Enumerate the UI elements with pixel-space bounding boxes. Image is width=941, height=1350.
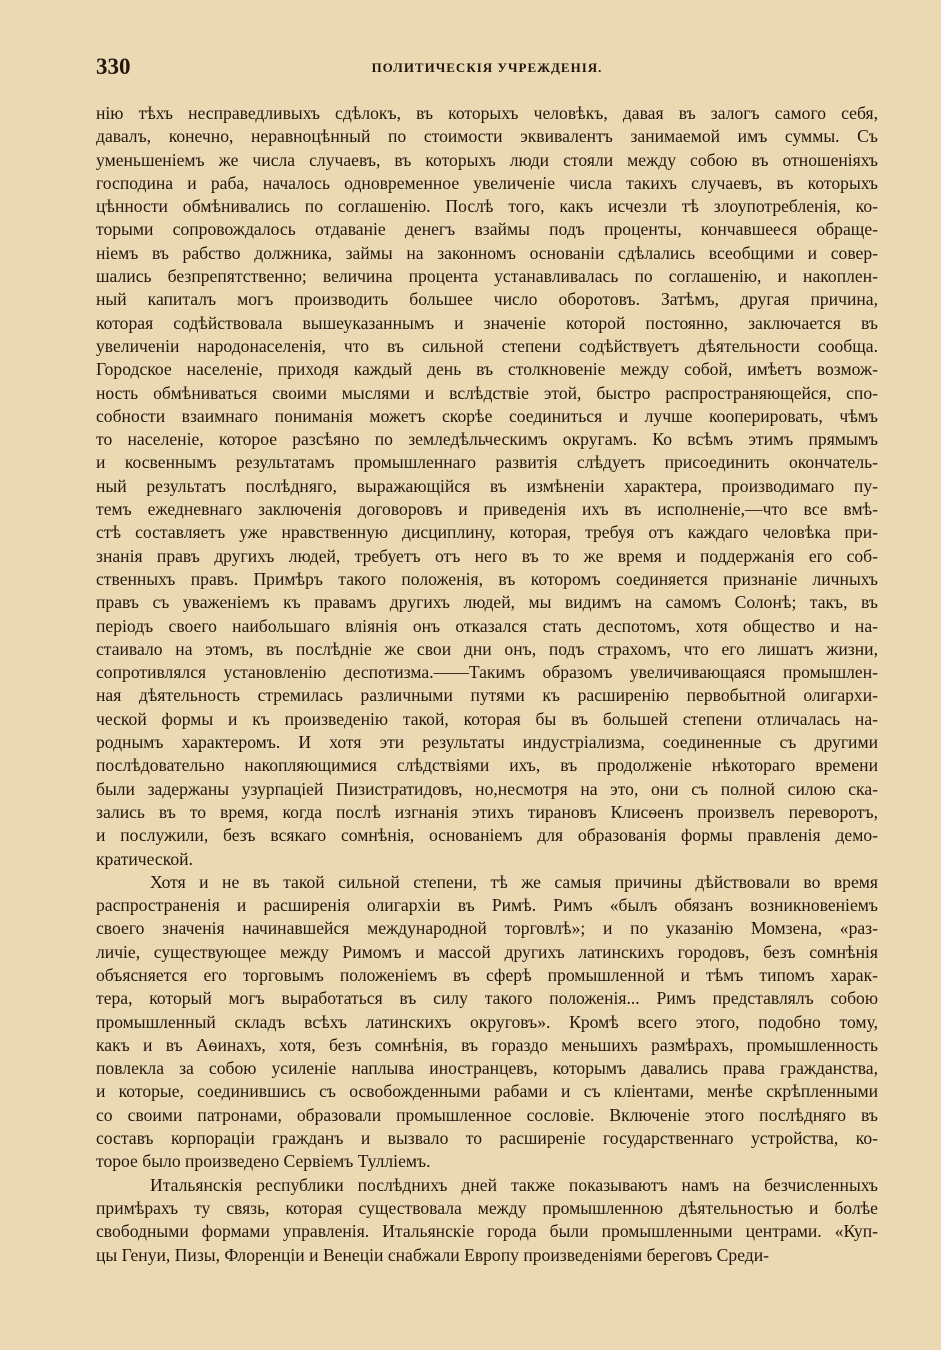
text-line: Итальянскія республики послѣднихъ дней также показываютъ намъ на безчисленныхъ [150,1174,878,1195]
text-line: шались безпрепятственно; величина процента устанавливалась по соглашенію, и накоплен- [96,266,878,287]
running-title: ПОЛИТИЧЕСКIЯ УЧРЕЖДЕНIЯ. [371,60,603,75]
text-line: свободными формами управленія. Итальянскіе города были промышленными центрами. «Куп- [96,1221,878,1242]
text-line: ніемъ въ рабство должника, займы на законномъ основаніи сдѣлались всеобщими и совер- [96,242,878,263]
page-header [96,54,878,86]
text-line: стаивало на этомъ, въ послѣдніе же свои дни онъ, подъ страхомъ, что его лишатъ жизни, [96,638,878,659]
page-number: 330 [96,54,131,79]
body-text [96,102,878,1267]
paragraph [96,1174,878,1267]
text-line: и которые, соединившись съ освобожденными рабами и съ кліентами, менѣе скрѣпленными [96,1081,878,1102]
text-line: были задержаны узурпаціей Пизистратидовъ, но,несмотря на это, они съ полной силою ска- [96,778,878,799]
text-line: давалъ, конечно, неравноцѣнный по стоимости эквивалентъ занимаемой имъ суммы. Съ [96,126,878,147]
text-line: примѣрахъ ту связь, которая существовала между промышленною дѣятельностью и болѣе [96,1197,878,1218]
text-line: сопротивлялся установленію деспотизма.——Такимъ образомъ увеличивающаяся промышлен- [96,662,878,683]
text-line: кратической. [96,848,193,869]
text-line: нію тѣхъ несправедливыхъ сдѣлокъ, въ которыхъ человѣкъ, давая въ залогъ самого себя, [96,103,878,123]
paragraph [96,871,878,1174]
text-line: уменьшеніемъ же числа случаевъ, въ которыхъ люди стояли между собою въ отношеніяхъ [96,149,878,170]
text-line: господина и раба, началось одновременное увеличеніе числа такихъ случаевъ, въ которыхъ [96,172,878,193]
text-line: стѣ составляетъ уже нравственную дисциплину, которая, требуя отъ каждаго человѣка при- [96,522,878,543]
text-line: объясняется его торговымъ положеніемъ въ сферѣ промышленной и тѣмъ типомъ харак- [96,964,878,985]
text-line: увеличеніи народонаселенія, что въ сильной степени содѣйствуетъ дѣятельности сообща. [96,335,878,356]
text-line: какъ и въ Аѳинахъ, хотя, безъ сомнѣнія, въ гораздо меньшихъ размѣрахъ, промышленность [96,1034,878,1055]
text-line: ная дѣятельность стремилась различными путями къ расширенію первобытной олигархи- [96,685,878,706]
text-line: цы Генуи, Пизы, Флоренціи и Венеціи снабжали Европу произведеніями береговъ Среди- [96,1244,770,1265]
text-line: повлекла за собою усиленіе наплыва иностранцевъ, которымъ давались права гражданства, [96,1058,878,1079]
text-line: роднымъ характеромъ. И хотя эти результаты индустріализма, соединенные съ другими [96,732,878,753]
text-line: личіе, существующее между Римомъ и массой другихъ латинскихъ городовъ, безъ сомнѣнія [96,941,878,962]
text-line: своего значенія начинавшейся международной торговлѣ»; и по указанію Момзена, «раз- [96,918,878,939]
text-line: ный капиталъ могъ производить большее число оборотовъ. Затѣмъ, другая причина, [96,289,878,310]
text-line: періодъ своего наибольшаго вліянія онъ отказался стать деспотомъ, хотя общество и на- [96,615,878,636]
text-line: составъ корпораціи гражданъ и вызвало то расширеніе государственнаго устройства, ко- [96,1128,878,1149]
text-line: правъ съ уваженіемъ къ правамъ другихъ людей, мы видимъ на самомъ Солонѣ; такъ, въ [96,592,878,613]
text-line: и послужили, безъ всякаго сомнѣнія, основаніемъ для образованія формы правленія демо- [96,825,878,846]
text-line: торое было произведено Сервіемъ Тулліемъ. [96,1151,431,1172]
text-line: распространенія и расширенія олигархіи въ Римѣ. Римъ «былъ обязанъ возникновеніемъ [96,895,878,916]
text-line: которая содѣйствовала вышеуказаннымъ и значеніе которой постоянно, заключается въ [96,312,878,333]
text-line: темъ ежедневнаго заключенія договоровъ и приведенія ихъ въ исполненіе,—что все вмѣ- [96,499,878,520]
text-line: ный результатъ послѣдняго, выражающійся въ измѣненіи характера, производимаго пу- [96,475,878,496]
text-line: ственныхъ правъ. Примѣръ такого положенія, въ которомъ соединяется признаніе личныхъ [96,568,878,589]
text-line: Хотя и не въ такой сильной степени, тѣ же самыя причины дѣйствовали во время [150,871,878,892]
text-line: послѣдовательно накопляющимися слѣдствіями ихъ, въ продолженіе нѣкотораго времени [96,755,878,776]
text-line: знанія правъ другихъ людей, требуетъ отъ него въ то же время и поддержанія его соб- [96,545,878,566]
text-line: торыми сопровождалось отдаваніе денегъ взаймы подъ проценты, кончавшееся обраще- [96,219,878,240]
text-line: ность обмѣниваться своими мыслями и вслѣдствіе этой, быстро распространяющейся, спо- [96,382,878,403]
paragraph [96,102,878,871]
text-line: со своими патронами, образовали промышленное сословіе. Включеніе этого послѣдняго въ [96,1104,878,1125]
text-line: тера, который могъ выработаться въ силу такого положенія... Римъ представлялъ собою [96,988,878,1009]
text-line: и косвеннымъ результатамъ промышленнаго развитія слѣдуетъ присоединить окончатель- [96,452,878,473]
text-line: зались въ то время, когда послѣ изгнанія этихъ тирановъ Клисѳенъ произвелъ переворотъ, [96,801,878,822]
text-line: цѣнности обмѣнивались по соглашенію. Послѣ того, какъ исчезли тѣ злоупотребленія, ко- [96,196,878,217]
text-line: ческой формы и къ произведенію такой, которая бы въ большей степени отличалась на- [96,708,878,729]
text-line: промышленный складъ всѣхъ латинскихъ округовъ». Кромѣ всего этого, подобно тому, [96,1011,878,1032]
text-line: Городское населеніе, приходя каждый день въ столкновеніе между собой, имѣетъ возмож- [96,359,878,380]
text-line: то населеніе, которое разсѣяно по земледѣльческимъ округамъ. Ко всѣмъ этимъ прямымъ [96,429,878,450]
text-line: собности взаимнаго пониманія можетъ скорѣе соединиться и лучше кооперировать, чѣмъ [96,405,878,426]
